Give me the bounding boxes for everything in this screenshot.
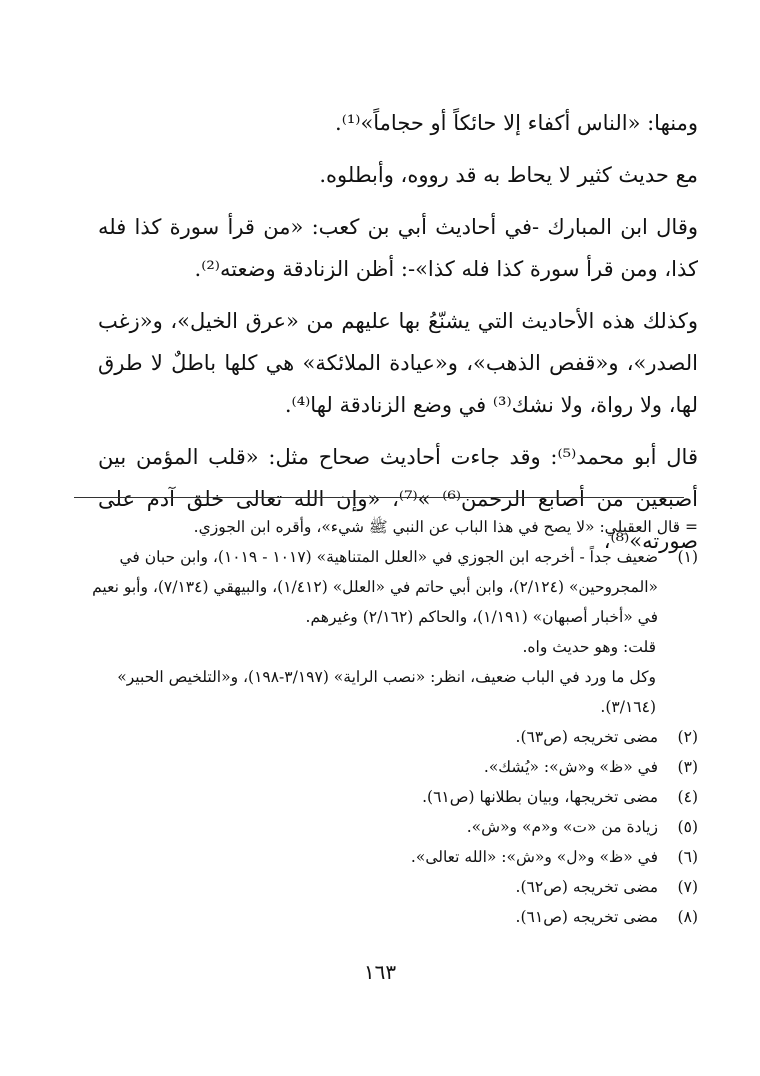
footnote-text: مضى تخريجه (ص٦٢). xyxy=(515,878,658,896)
footnote-number: (٨) xyxy=(677,908,698,926)
footnote-number: (٣) xyxy=(677,758,698,776)
footnote-item xyxy=(78,872,698,902)
footnote-text: قلت: وهو حديث واه. xyxy=(522,638,656,656)
footnote-text: مضى تخريجها، وبيان بطلانها (ص٦١). xyxy=(422,788,658,806)
footnote-text: مضى تخريجه (ص٦١). xyxy=(515,908,658,926)
footnote-item xyxy=(78,722,698,752)
footnotes xyxy=(78,512,698,932)
footnote-number: (٢) xyxy=(677,728,698,746)
paragraph: قال أبو محمد⁽⁵⁾: وقد جاءت أحاديث صحاح مثل: «قلب المؤمن بين أصبعين من أصابع الرحمن⁽⁶⁾ »⁽⁷⁾، «وإن الله تعالى خلق آدم على صورته»⁽⁸⁾، xyxy=(98,445,699,553)
footnote-text: في «ظ» و«ش»: «يُشك». xyxy=(483,758,658,776)
footnote-text: زيادة من «ت» و«م» و«ش». xyxy=(466,818,658,836)
footnote-number: (٦) xyxy=(677,848,698,866)
footnote-text: ضعيف جداً - أخرجه ابن الجوزي في «العلل المتناهية» (١٠١٧ - ١٠١٩)، وابن حبان في «المجروحين» (٢/١٢٤)، وابن أبي حاتم في «العلل» (١/٤١٢)، والبيهقي (٧/١٣٤)، وأبو نعيم في «أخبار أصبهان» (١/١٩١)، والحاكم (٢/١٦٢) وغيرهم. xyxy=(92,548,658,626)
footnote-divider xyxy=(74,497,684,498)
footnote-item xyxy=(78,542,698,632)
paragraph: مع حديث كثير لا يحاط به قد رووه، وأبطلوه. xyxy=(319,163,698,187)
footnote-text: وكل ما ورد في الباب ضعيف، انظر: «نصب الراية» (٣/١٩٧-١٩٨)، و«التلخيص الحبير» (٣/١٦٤). xyxy=(117,668,656,716)
footnote-text: مضى تخريجه (ص٦٣). xyxy=(515,728,658,746)
footnote-number: (١) xyxy=(677,548,698,566)
footnote-number: (٤) xyxy=(677,788,698,806)
footnote-item xyxy=(78,902,698,932)
main-text xyxy=(98,102,698,572)
footnote-number: (٧) xyxy=(677,878,698,896)
page-number: ١٦٣ xyxy=(363,960,397,984)
footnote-item xyxy=(78,842,698,872)
paragraph: ومنها: «الناس أكفاء إلا حائكاً أو حجاماً»⁽¹⁾. xyxy=(335,111,698,135)
footnote-continuation: = قال العقيلي: «لا يصح في هذا الباب عن النبي ﷺ شيء»، وأقره ابن الجوزي. xyxy=(193,518,698,536)
footnote-number: (٥) xyxy=(677,818,698,836)
footnote-item xyxy=(78,782,698,812)
paragraph: وكذلك هذه الأحاديث التي يشنّعُ بها عليهم من «عرق الخيل»، و«زغب الصدر»، و«قفص الذهب»، و«عيادة الملائكة» هي كلها باطلٌ لا طرق لها، ولا رواة، ولا نشك⁽³⁾ في وضع الزنادقة لها⁽⁴⁾. xyxy=(98,309,698,417)
paragraph: وقال ابن المبارك -في أحاديث أبي بن كعب: «من قرأ سورة كذا فله كذا، ومن قرأ سورة كذا فله كذا»-: أظن الزنادقة وضعته⁽²⁾. xyxy=(98,215,698,281)
footnote-item xyxy=(78,812,698,842)
footnote-item xyxy=(78,752,698,782)
footnote-text: في «ظ» و«ل» و«ش»: «الله تعالى». xyxy=(410,848,658,866)
